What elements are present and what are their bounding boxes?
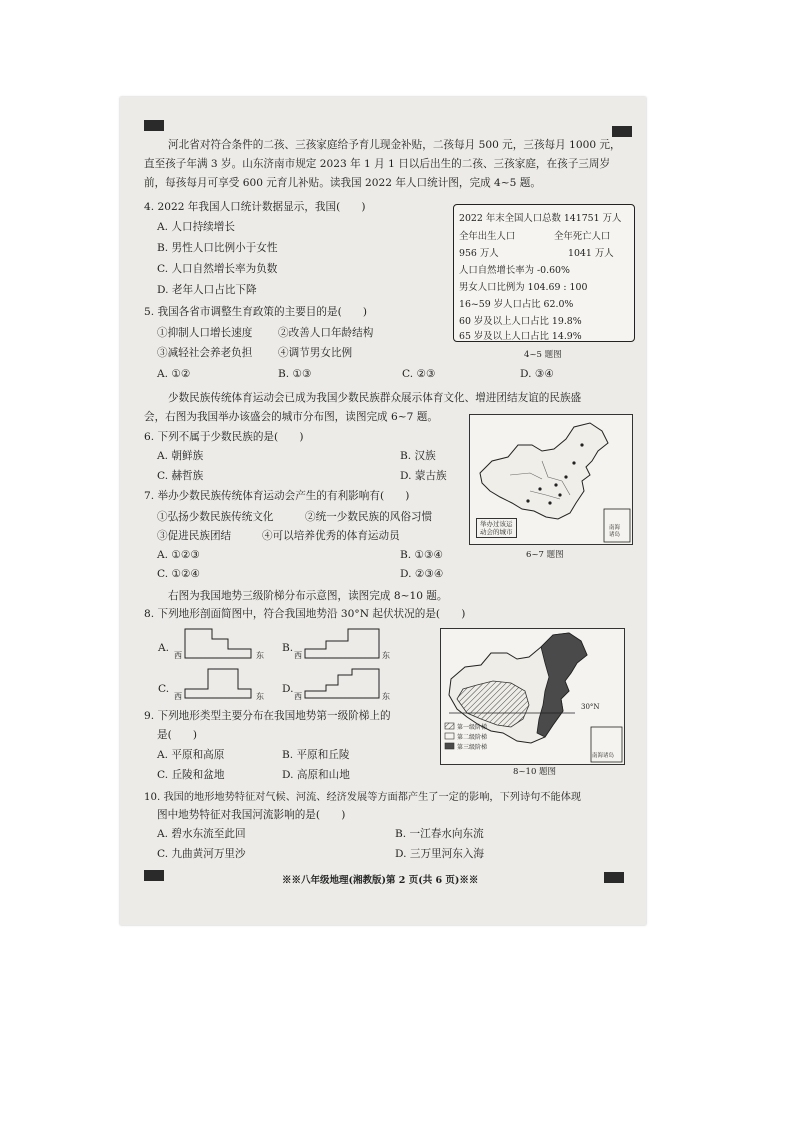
terrain-steps-map bbox=[440, 628, 625, 765]
q7-option-c[interactable]: C. ①②④ bbox=[157, 568, 200, 580]
q9-option-b[interactable]: B. 平原和丘陵 bbox=[282, 749, 350, 761]
page-footer: ※※八年级地理(湘教版)第 2 页(共 6 页)※※ bbox=[282, 875, 479, 886]
inset-label bbox=[609, 525, 620, 539]
west-label: 西 bbox=[174, 651, 182, 660]
question-8-stem: 8. 下列地形剖面简图中，符合我国地势沿 30°N 起伏状况的是( ) bbox=[144, 608, 466, 620]
q7-option-b[interactable]: B. ①③④ bbox=[400, 549, 444, 561]
registration-mark bbox=[604, 872, 624, 883]
figure-caption: 4~5 题图 bbox=[524, 350, 562, 360]
q4-option-c[interactable]: C. 人口自然增长率为负数 bbox=[157, 263, 278, 275]
q6-option-d[interactable]: D. 蒙古族 bbox=[400, 470, 447, 482]
profile-d[interactable] bbox=[304, 667, 380, 699]
q7-item-3: ③促进民族团结 bbox=[157, 530, 232, 542]
registration-mark bbox=[612, 126, 632, 137]
question-9-stem: 9. 下列地形类型主要分布在我国地势第一级阶梯上的 bbox=[144, 710, 391, 722]
intro-paragraph-line: 直至孩子年满 3 岁。山东济南市规定 2023 年 1 月 1 日以后出生的二孩、三孩家庭，在孩子三周岁 bbox=[144, 158, 611, 170]
q5-item-4: ④调节男女比例 bbox=[278, 347, 353, 359]
stats-total: 2022 年末全国人口总数 141751 万人 bbox=[459, 213, 622, 224]
latitude-label: 30°N bbox=[581, 703, 600, 711]
legend-line: 举办过该运 bbox=[480, 520, 513, 528]
inset-label: 南海诸岛 bbox=[592, 753, 615, 759]
east-label: 东 bbox=[256, 692, 264, 701]
q5-option-c[interactable]: C. ②③ bbox=[402, 368, 436, 380]
q5-item-3: ③减轻社会养老负担 bbox=[157, 347, 253, 359]
legend-step-2: 第二级阶梯 bbox=[457, 734, 488, 741]
intro-paragraph-line: 右图为我国地势三级阶梯分布示意图，读图完成 8~10 题。 bbox=[168, 590, 448, 602]
stats-death-value: 1041 万人 bbox=[568, 248, 614, 259]
figure-caption: 8~10 题图 bbox=[513, 767, 557, 777]
intro-paragraph-line: 少数民族传统体育运动会已成为我国少数民族群众展示体育文化、增进团结友谊的民族盛 bbox=[168, 392, 582, 404]
registration-mark bbox=[144, 870, 164, 881]
question-10-stem: 10. 我国的地形地势特征对气候、河流、经济发展等方面都产生了一定的影响，下列诗句不能体现 bbox=[144, 792, 582, 803]
intro-paragraph-line: 河北省对符合条件的二孩、三孩家庭给予育儿现金补贴，二孩每月 500 元，三孩每月 1000 元， bbox=[168, 139, 621, 151]
question-4-stem: 4. 2022 年我国人口统计数据显示，我国( ) bbox=[144, 201, 366, 213]
east-label: 东 bbox=[382, 692, 390, 701]
registration-mark bbox=[144, 120, 164, 131]
q10-option-b[interactable]: B. 一江春水向东流 bbox=[395, 828, 484, 840]
map-legend bbox=[476, 518, 517, 538]
legend-step-3: 第三级阶梯 bbox=[457, 744, 488, 751]
legend-step-1: 第一级阶梯 bbox=[457, 724, 488, 731]
profile-c[interactable] bbox=[184, 667, 252, 699]
west-label: 西 bbox=[294, 651, 302, 660]
q7-option-d[interactable]: D. ②③④ bbox=[400, 568, 444, 580]
question-9-stem-cont: 是( ) bbox=[157, 729, 198, 741]
question-6-stem: 6. 下列不属于少数民族的是( ) bbox=[144, 431, 304, 443]
profile-b[interactable] bbox=[304, 627, 380, 659]
q4-option-d[interactable]: D. 老年人口占比下降 bbox=[157, 284, 257, 296]
profile-a[interactable] bbox=[184, 627, 252, 659]
q5-option-d[interactable]: D. ③④ bbox=[520, 368, 554, 380]
stats-growth-rate: 人口自然增长率为 -0.60% bbox=[459, 265, 570, 276]
q8-option-a[interactable]: A. bbox=[158, 642, 170, 654]
west-label: 西 bbox=[174, 692, 182, 701]
stats-age-16-59: 16~59 岁人口占比 62.0% bbox=[459, 299, 574, 310]
question-7-stem: 7. 举办少数民族传统体育运动会产生的有利影响有( ) bbox=[144, 490, 410, 502]
inset-label-line: 诸岛 bbox=[609, 532, 621, 538]
figure-caption: 6~7 题图 bbox=[526, 550, 564, 560]
inset-label-line: 南海 bbox=[609, 525, 621, 531]
q8-option-c[interactable]: C. bbox=[158, 683, 170, 695]
question-5-stem: 5. 我国各省市调整生育政策的主要目的是( ) bbox=[144, 306, 368, 318]
question-10-stem-cont: 图中地势特征对我国河流影响的是( ) bbox=[157, 809, 346, 821]
q8-option-d[interactable]: D. bbox=[282, 683, 294, 695]
q10-option-a[interactable]: A. 碧水东流至此回 bbox=[157, 828, 246, 840]
east-label: 东 bbox=[382, 651, 390, 660]
q6-option-c[interactable]: C. 赫哲族 bbox=[157, 470, 204, 482]
q10-option-d[interactable]: D. 三万里河东入海 bbox=[395, 848, 485, 860]
q9-option-c[interactable]: C. 丘陵和盆地 bbox=[157, 769, 225, 781]
q7-option-a[interactable]: A. ①②③ bbox=[157, 549, 200, 561]
stats-birth-value: 956 万人 bbox=[459, 248, 499, 259]
q6-option-b[interactable]: B. 汉族 bbox=[400, 450, 436, 462]
stats-sex-ratio: 男女人口比例为 104.69 : 100 bbox=[459, 282, 588, 293]
q5-option-a[interactable]: A. ①② bbox=[157, 368, 191, 380]
intro-paragraph-line: 前，每孩每月可享受 600 元育儿补贴。读我国 2022 年人口统计图，完成 4~5 题。 bbox=[144, 177, 541, 189]
intro-paragraph-line: 会，右图为我国举办该盛会的城市分布图，读图完成 6~7 题。 bbox=[144, 411, 438, 423]
stats-age-60: 60 岁及以上人口占比 19.8% bbox=[459, 316, 582, 327]
q7-item-4: ④可以培养优秀的体育运动员 bbox=[262, 530, 400, 542]
exam-page bbox=[120, 97, 646, 925]
stats-death-label: 全年死亡人口 bbox=[554, 231, 611, 242]
q5-item-1: ①抑制人口增长速度 bbox=[157, 327, 253, 339]
stats-birth-label: 全年出生人口 bbox=[459, 231, 516, 242]
q8-option-b[interactable]: B. bbox=[282, 642, 294, 654]
east-label: 东 bbox=[256, 651, 264, 660]
q6-option-a[interactable]: A. 朝鲜族 bbox=[157, 450, 204, 462]
q9-option-d[interactable]: D. 高原和山地 bbox=[282, 769, 350, 781]
q7-item-1: ①弘扬少数民族传统文化 bbox=[157, 511, 274, 523]
stats-age-65: 65 岁及以上人口占比 14.9% bbox=[459, 331, 582, 342]
q9-option-a[interactable]: A. 平原和高原 bbox=[157, 749, 225, 761]
q7-item-2: ②统一少数民族的风俗习惯 bbox=[305, 511, 433, 523]
west-label: 西 bbox=[294, 692, 302, 701]
q5-item-2: ②改善人口年龄结构 bbox=[278, 327, 374, 339]
sports-meet-city-map bbox=[469, 414, 633, 545]
q10-option-c[interactable]: C. 九曲黄河万里沙 bbox=[157, 848, 246, 860]
q5-option-b[interactable]: B. ①③ bbox=[278, 368, 312, 380]
q4-option-a[interactable]: A. 人口持续增长 bbox=[157, 221, 235, 233]
q4-option-b[interactable]: B. 男性人口比例小于女性 bbox=[157, 242, 278, 254]
population-stats-box bbox=[453, 204, 635, 342]
legend-line: 动会的城市 bbox=[480, 528, 513, 536]
